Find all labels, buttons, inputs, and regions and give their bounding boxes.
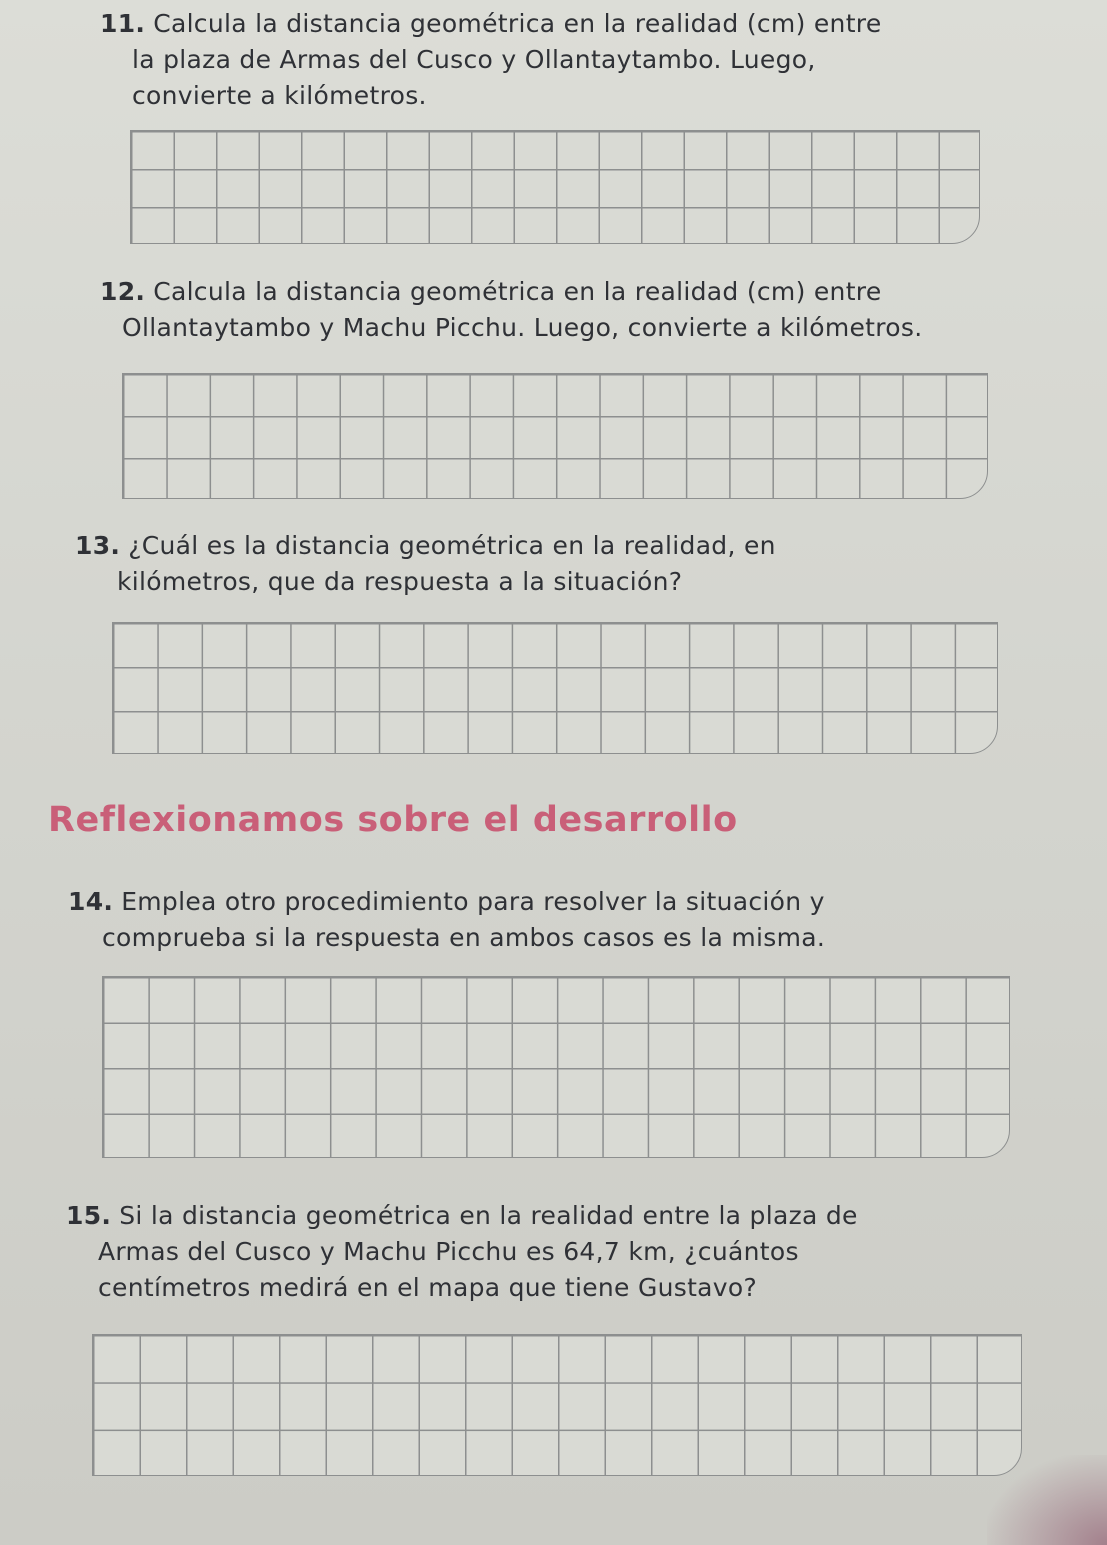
question-text-line: ¿Cuál es la distancia geométrica en la realidad, en <box>128 531 776 560</box>
question-text-line: convierte a kilómetros. <box>132 81 427 110</box>
question-text-line: Calcula la distancia geométrica en la realidad (cm) entre <box>153 9 882 38</box>
question-11 <box>100 6 882 114</box>
question-text-line: Emplea otro procedimiento para resolver la situación y <box>121 887 825 916</box>
question-text-line: kilómetros, que da respuesta a la situación? <box>117 567 683 596</box>
answer-grid-12[interactable] <box>122 373 988 499</box>
question-13 <box>75 528 776 600</box>
question-14 <box>68 884 825 956</box>
question-12 <box>100 274 922 346</box>
question-text-line: Si la distancia geométrica en la realidad entre la plaza de <box>119 1201 858 1230</box>
answer-grid-11[interactable] <box>130 130 980 244</box>
section-heading: Reflexionamos sobre el desarrollo <box>48 800 738 840</box>
question-number: 11. <box>100 9 146 38</box>
question-text-line: comprueba si la respuesta en ambos casos es la misma. <box>102 923 826 952</box>
question-text-line: Calcula la distancia geométrica en la realidad (cm) entre <box>153 277 882 306</box>
answer-grid-14[interactable] <box>102 976 1010 1158</box>
question-number: 14. <box>68 887 114 916</box>
question-number: 15. <box>66 1201 112 1230</box>
question-15 <box>66 1198 858 1306</box>
corner-shadow <box>987 1455 1107 1545</box>
question-text-line: Armas del Cusco y Machu Picchu es 64,7 km, ¿cuántos <box>98 1237 799 1266</box>
answer-grid-15[interactable] <box>92 1334 1022 1476</box>
question-number: 12. <box>100 277 146 306</box>
question-text-line: Ollantaytambo y Machu Picchu. Luego, convierte a kilómetros. <box>122 313 923 342</box>
answer-grid-13[interactable] <box>112 622 998 754</box>
question-text-line: centímetros medirá en el mapa que tiene Gustavo? <box>98 1273 758 1302</box>
question-number: 13. <box>75 531 121 560</box>
question-text-line: la plaza de Armas del Cusco y Ollantaytambo. Luego, <box>132 45 816 74</box>
